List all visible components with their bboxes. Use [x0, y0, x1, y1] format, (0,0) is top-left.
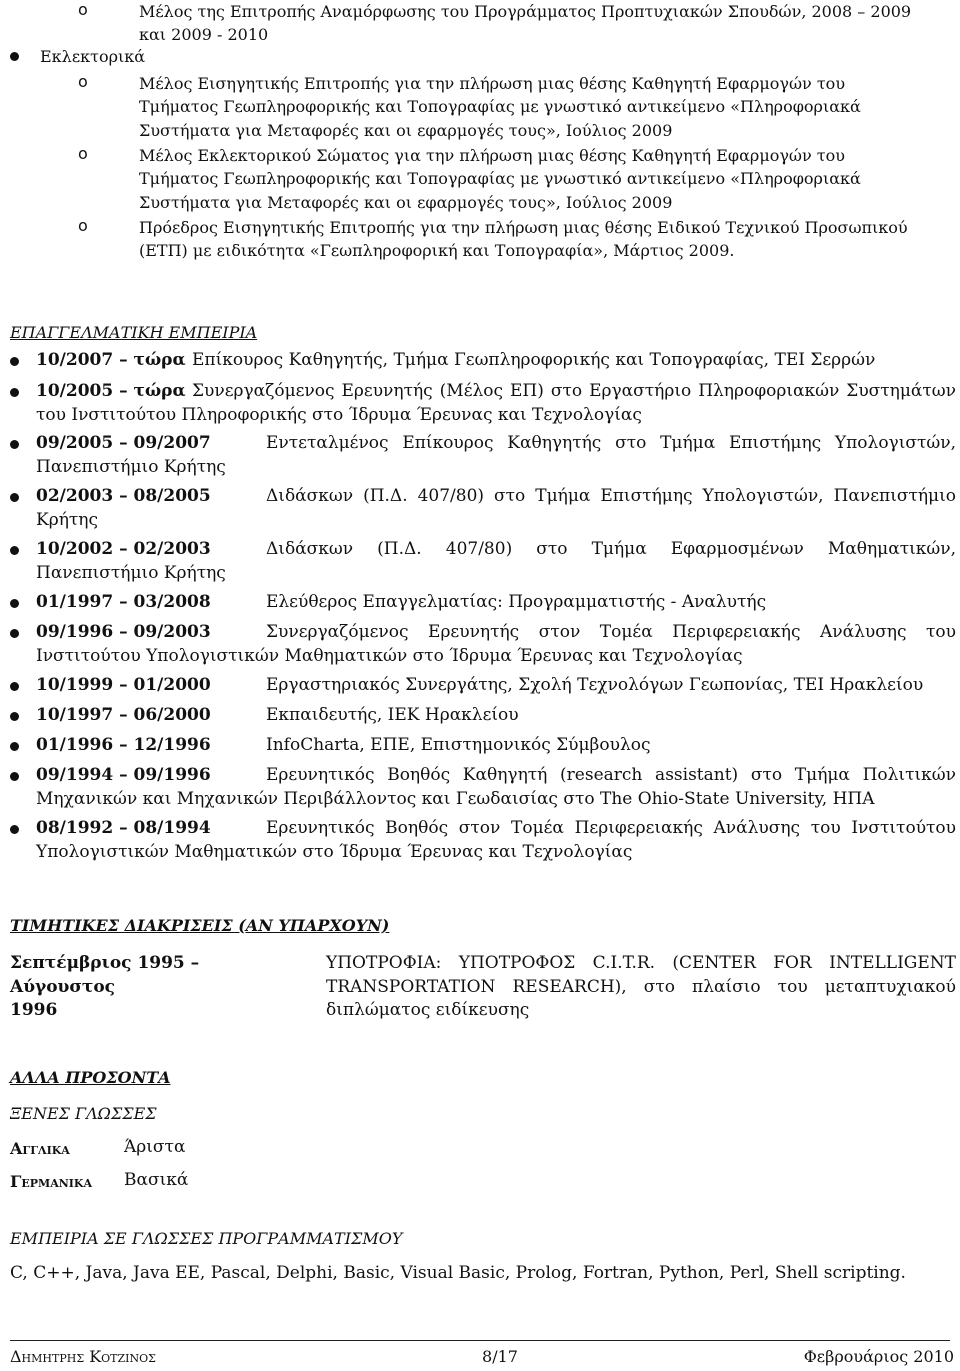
bullet-icon — [10, 440, 19, 449]
experience-item — [36, 764, 956, 811]
experience-item — [36, 591, 956, 615]
bullet-icon — [10, 546, 19, 555]
election-item: Πρόεδρος Εισηγητικής Επιτροπής για την πλήρωση μιας θέσης Ειδικού Τεχνικού Προσωπικού (ΕΤΠ) με ειδικότητα «Γεωπληροφορική και Τοπογραφία», Μάρτιος 2009. — [139, 218, 908, 261]
languages-heading: ΞΕΝΕΣ ΓΛΩΣΣΕΣ — [10, 1104, 157, 1123]
experience-item — [36, 704, 956, 728]
footer-date: Φεβρουάριος 2010 — [803, 1347, 954, 1366]
footer-author: Δημητρης Κοτζινος — [10, 1347, 156, 1366]
experience-heading: ΕΠΑΓΓΕΛΜΑΤΙΚΗ ΕΜΠΕΙΡΙΑ — [10, 323, 258, 342]
elections-label: Εκλεκτορικά — [40, 47, 146, 66]
experience-desc: Διδάσκων (Π.Δ. 407/80) στο Τμήμα Εφαρμοσμένων Μαθηματικών, Πανεπιστήμιο Κρήτης — [36, 539, 956, 583]
experience-item — [36, 734, 956, 758]
experience-date: 02/2003 – 08/2005 — [36, 486, 211, 506]
bullet-icon — [10, 357, 19, 366]
bullet-icon — [10, 682, 19, 691]
bullet-icon — [10, 629, 19, 638]
programming-list: C, C++, Java, Java EE, Pascal, Delphi, Basic, Visual Basic, Prolog, Fortran, Python, Perl, Shell scripting. — [10, 1263, 906, 1283]
experience-desc: Διδάσκων (Π.Δ. 407/80) στο Τμήμα Επιστήμης Υπολογιστών, Πανεπιστήμιο Κρήτης — [36, 486, 956, 530]
bullet-icon — [10, 493, 19, 502]
experience-item — [36, 485, 956, 532]
experience-date: 10/2005 – τώρα — [36, 381, 186, 401]
experience-desc: Εντεταλμένος Επίκουρος Καθηγητής στο Τμήμα Επιστήμης Υπολογιστών, Πανεπιστήμιο Κρήτης — [36, 433, 956, 477]
experience-desc: Εργαστηριακός Συνεργάτης, Σχολή Τεχνολόγων Γεωπονίας, ΤΕΙ Ηρακλείου — [266, 675, 924, 695]
bullet-icon — [10, 388, 19, 397]
list-marker: o — [78, 0, 88, 19]
experience-date: 10/1997 – 06/2000 — [36, 705, 211, 725]
award-date-line1: Σεπτέμβριος 1995 – Αύγουστος — [10, 953, 200, 997]
experience-date: 09/1994 – 09/1996 — [36, 765, 211, 785]
experience-desc: InfoCharta, ΕΠΕ, Επιστημονικός Σύμβουλος — [266, 735, 651, 755]
language-name: Γερμανικα — [10, 1172, 93, 1191]
experience-date: 10/2007 – τώρα — [36, 350, 186, 370]
election-item: Μέλος Εκλεκτορικού Σώματος για την πλήρωση μιας θέσης Καθηγητή Εφαρμογών του Τμήματος Γεωπληροφορικής και Τοπογραφίας με γνωστικό αντικείμενο «Πληροφοριακά Συστήματα για Μεταφορές και οι εφαρμογές τους», Ιούλιος 2009 — [139, 146, 861, 212]
award-date-line2: 1996 — [10, 1000, 58, 1020]
footer-rule — [10, 1340, 950, 1341]
list-marker: o — [78, 216, 88, 235]
experience-desc: Συνεργαζόμενος Ερευνητής στον Τομέα Περιφερειακής Ανάλυσης του Ινστιτούτου Υπολογιστικών Μαθηματικών στο Ίδρυμα Έρευνας και Τεχνολογίας — [36, 622, 956, 666]
award-date — [10, 952, 310, 1023]
experience-date: 10/1999 – 01/2000 — [36, 675, 211, 695]
experience-item — [36, 538, 956, 585]
list-marker: o — [78, 72, 88, 91]
footer-page: 8/17 — [482, 1347, 518, 1366]
bullet-icon — [10, 772, 19, 781]
language-level: Βασικά — [124, 1170, 189, 1190]
experience-item — [36, 621, 956, 668]
programming-heading: ΕΜΠΕΙΡΙΑ ΣΕ ΓΛΩΣΣΕΣ ΠΡΟΓΡΑΜΜΑΤΙΣΜΟΥ — [10, 1229, 403, 1248]
bullet-icon — [10, 52, 19, 61]
experience-desc: Επίκουρος Καθηγητής, Τμήμα Γεωπληροφορικής και Τοπογραφίας, ΤΕΙ Σερρών — [192, 350, 876, 370]
experience-date: 08/1992 – 08/1994 — [36, 818, 211, 838]
experience-desc: Ερευνητικός Βοηθός στον Τομέα Περιφερειακής Ανάλυσης του Ινστιτούτου Υπολογιστικών Μαθηματικών στο Ίδρυμα Έρευνας και Τεχνολογίας — [36, 818, 956, 862]
experience-desc: Συνεργαζόμενος Ερευνητής (Μέλος ΕΠ) στο Εργαστήριο Πληροφοριακών Συστημάτων του Ινστιτούτου Πληροφορικής στο Ίδρυμα Έρευνας και Τεχνολογίας — [36, 381, 956, 425]
bullet-icon — [10, 825, 19, 834]
experience-date: 01/1997 – 03/2008 — [36, 592, 211, 612]
language-name: Αγγλικα — [10, 1139, 70, 1158]
language-level: Άριστα — [124, 1137, 186, 1157]
experience-item — [36, 432, 956, 479]
experience-item — [36, 817, 956, 864]
bullet-icon — [10, 742, 19, 751]
experience-desc: Εκπαιδευτής, ΙΕΚ Ηρακλείου — [266, 705, 519, 725]
experience-item — [36, 380, 956, 427]
experience-desc: Ερευνητικός Βοηθός Καθηγητή (research assistant) στο Τμήμα Πολιτικών Μηχανικών και Μηχανικών Περιβάλλοντος και Γεωδαισίας στο The Ohio-State University, ΗΠΑ — [36, 765, 956, 809]
award-desc: ΥΠΟΤΡΟΦΙΑ: ΥΠΟΤΡΟΦΟΣ C.I.T.R. (CENTER FOR INTELLIGENT TRANSPORTATION RESEARCH), στο πλαίσιο του μεταπτυχιακού διπλώματος ειδίκευσης — [326, 953, 956, 1020]
election-item: Μέλος Εισηγητικής Επιτροπής για την πλήρωση μιας θέσης Καθηγητή Εφαρμογών του Τμήματος Γεωπληροφορικής και Τοπογραφίας με γνωστικό αντικείμενο «Πληροφοριακά Συστήματα για Μεταφορές και οι εφαρμογές τους», Ιούλιος 2009 — [139, 74, 861, 140]
bullet-icon — [10, 712, 19, 721]
experience-date: 09/1996 – 09/2003 — [36, 622, 211, 642]
list-marker: o — [78, 144, 88, 163]
experience-item — [36, 674, 956, 698]
experience-date: 09/2005 – 09/2007 — [36, 433, 211, 453]
bullet-icon — [10, 599, 19, 608]
awards-heading: ΤΙΜΗΤΙΚΕΣ ΔΙΑΚΡΙΣΕΙΣ (ΑΝ ΥΠΑΡΧΟΥΝ) — [10, 916, 390, 935]
other-heading: ΑΛΛΑ ΠΡΟΣΟΝΤΑ — [10, 1068, 171, 1087]
committee-item: Μέλος της Επιτροπής Αναμόρφωσης του Προγράμματος Προπτυχιακών Σπουδών, 2008 – 2009 και 2009 - 2010 — [139, 2, 912, 45]
experience-date: 10/2002 – 02/2003 — [36, 539, 211, 559]
experience-date: 01/1996 – 12/1996 — [36, 735, 211, 755]
experience-desc: Ελεύθερος Επαγγελματίας: Προγραμματιστής - Αναλυτής — [266, 592, 767, 612]
experience-item — [36, 349, 956, 373]
